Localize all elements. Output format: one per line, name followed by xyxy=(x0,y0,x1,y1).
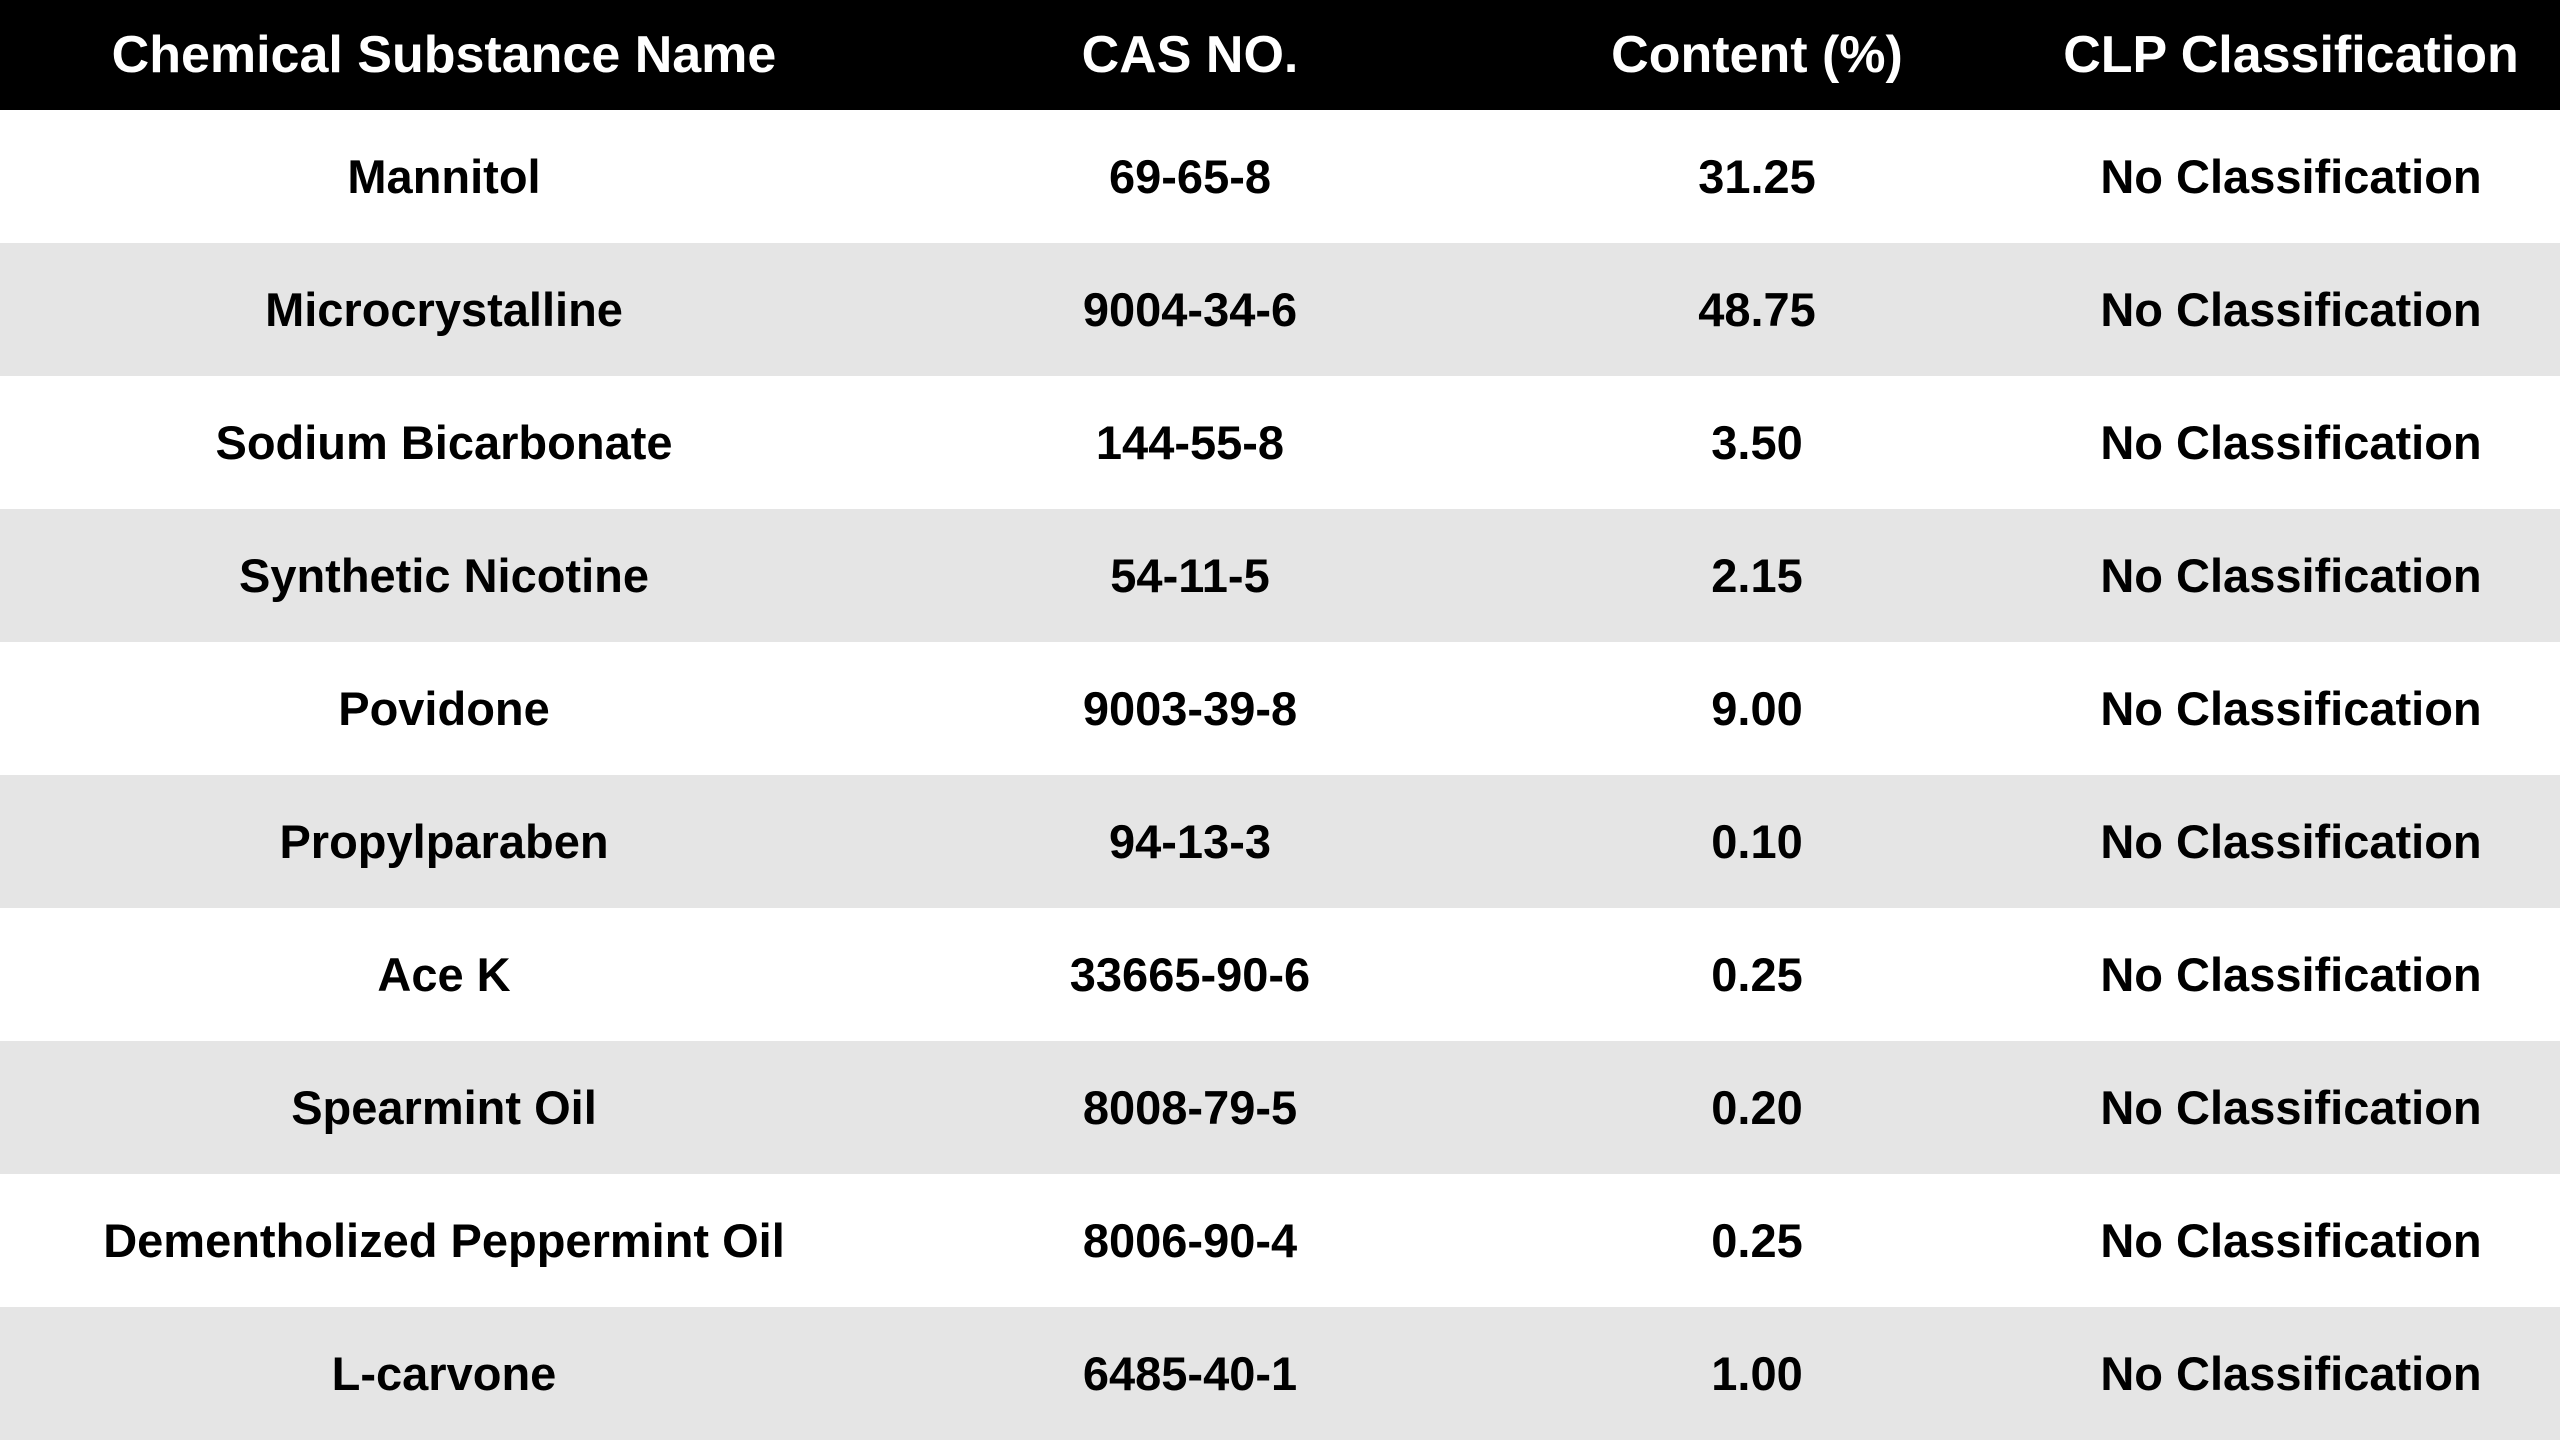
header-content: Content (%) xyxy=(1611,25,1903,84)
table-row xyxy=(0,1041,2560,1174)
cell-content: 3.50 xyxy=(1711,415,1803,469)
cell-substance-name: Ace K xyxy=(377,947,511,1001)
cell-substance-name: Spearmint Oil xyxy=(291,1080,597,1134)
table-row xyxy=(0,376,2560,509)
cell-substance-name: Microcrystalline xyxy=(265,282,623,336)
cell-content: 0.20 xyxy=(1711,1080,1803,1134)
cell-clp-classification: No Classification xyxy=(2100,415,2482,469)
cell-cas-no: 54-11-5 xyxy=(1110,548,1270,602)
cell-substance-name: Synthetic Nicotine xyxy=(238,548,649,602)
cell-content: 48.75 xyxy=(1698,282,1816,336)
cell-clp-classification: No Classification xyxy=(2100,681,2482,735)
cell-content: 0.25 xyxy=(1711,947,1803,1001)
cell-cas-no: 6485-40-1 xyxy=(1082,1347,1298,1400)
table-row xyxy=(0,642,2560,775)
cell-clp-classification: No Classification xyxy=(2100,1080,2482,1134)
cell-cas-no: 8006-90-4 xyxy=(1082,1213,1298,1267)
cell-cas-no: 69-65-8 xyxy=(1109,149,1271,203)
cell-content: 2.15 xyxy=(1711,548,1803,602)
cell-clp-classification: No Classification xyxy=(2100,1213,2482,1267)
cell-cas-no: 8008-79-5 xyxy=(1082,1080,1298,1134)
cell-content: 0.10 xyxy=(1711,814,1803,868)
cell-cas-no: 33665-90-6 xyxy=(1069,947,1311,1001)
cell-clp-classification: No Classification xyxy=(2100,149,2482,203)
table-row xyxy=(0,110,2560,243)
cell-cas-no: 144-55-8 xyxy=(1095,415,1285,469)
table-row xyxy=(0,775,2560,908)
cell-content: 1.00 xyxy=(1711,1347,1803,1400)
cell-substance-name: Dementholized Peppermint Oil xyxy=(103,1213,785,1267)
cell-substance-name: Sodium Bicarbonate xyxy=(215,415,673,469)
header-clp-classification: CLP Classification xyxy=(2063,25,2519,84)
table-row xyxy=(0,509,2560,642)
header-cas-no: CAS NO. xyxy=(1081,25,1299,84)
cell-substance-name: L-carvone xyxy=(331,1347,557,1400)
cell-substance-name: Povidone xyxy=(338,681,550,735)
header-chemical-substance-name: Chemical Substance Name xyxy=(111,25,777,84)
cell-clp-classification: No Classification xyxy=(2100,947,2482,1001)
table-row xyxy=(0,1174,2560,1307)
cell-clp-classification: No Classification xyxy=(2100,1347,2482,1400)
table-row xyxy=(0,1307,2560,1440)
cell-cas-no: 9004-34-6 xyxy=(1082,282,1298,336)
cell-cas-no: 9003-39-8 xyxy=(1082,681,1298,735)
table-header xyxy=(0,0,2560,110)
table-row xyxy=(0,908,2560,1041)
cell-content: 9.00 xyxy=(1711,681,1803,735)
cell-content: 0.25 xyxy=(1711,1213,1803,1267)
table-row xyxy=(0,243,2560,376)
cell-substance-name: Propylparaben xyxy=(279,814,609,868)
cell-clp-classification: No Classification xyxy=(2100,548,2482,602)
cell-cas-no: 94-13-3 xyxy=(1109,814,1271,868)
cell-clp-classification: No Classification xyxy=(2100,814,2482,868)
cell-content: 31.25 xyxy=(1698,149,1816,203)
cell-substance-name: Mannitol xyxy=(347,149,541,203)
cell-clp-classification: No Classification xyxy=(2100,282,2482,336)
